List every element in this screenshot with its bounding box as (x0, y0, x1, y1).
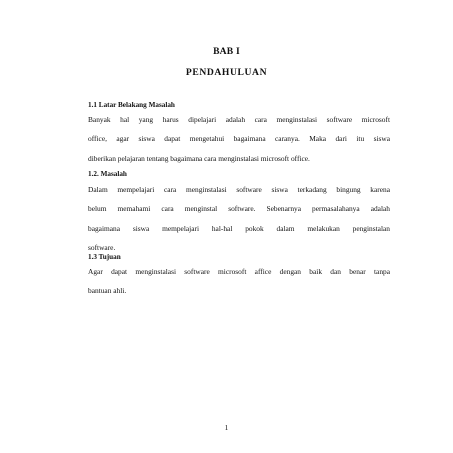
paragraph-line: Agar dapat menginstalasi software microsoft affice dengan baik dan benar tanpa (88, 267, 390, 276)
section-paragraph-latar-belakang (88, 110, 390, 168)
section-heading-latar-belakang: 1.1 Latar Belakang Masalah (88, 101, 175, 109)
paragraph-line: bantuan ahli. (88, 286, 127, 296)
section-paragraph-masalah (88, 180, 390, 258)
section-heading-tujuan: 1.3 Tujuan (88, 253, 121, 261)
paragraph-line: belum memahami cara menginstal software. Sebenarnya permasalahanya adalah (88, 204, 390, 214)
page-number: 1 (224, 423, 229, 432)
section-paragraph-tujuan (88, 262, 390, 301)
section-heading-masalah: 1.2. Masalah (88, 170, 127, 178)
chapter-number: BAB I (213, 46, 240, 57)
paragraph-line: Banyak hal yang harus dipelajari adalah cara menginstalasi software microsoft (88, 115, 390, 124)
paragraph-line: bagaimana siswa mempelajari hal-hal pokok dalam melakukan penginstalan (88, 223, 390, 233)
paragraph-line: diberikan pelajaran tentang bagaimana cara menginstalasi microsoft office. (88, 153, 310, 163)
chapter-title: PENDAHULUAN (185, 67, 268, 78)
paragraph-line: office, agar siswa dapat mengetahui bagaimana caranya. Maka dari itu siswa (88, 134, 390, 144)
paragraph-line: Dalam mempelajari cara menginstalasi software siswa terkadang bingung karena (88, 185, 390, 194)
paragraph-line: software. (88, 243, 116, 253)
